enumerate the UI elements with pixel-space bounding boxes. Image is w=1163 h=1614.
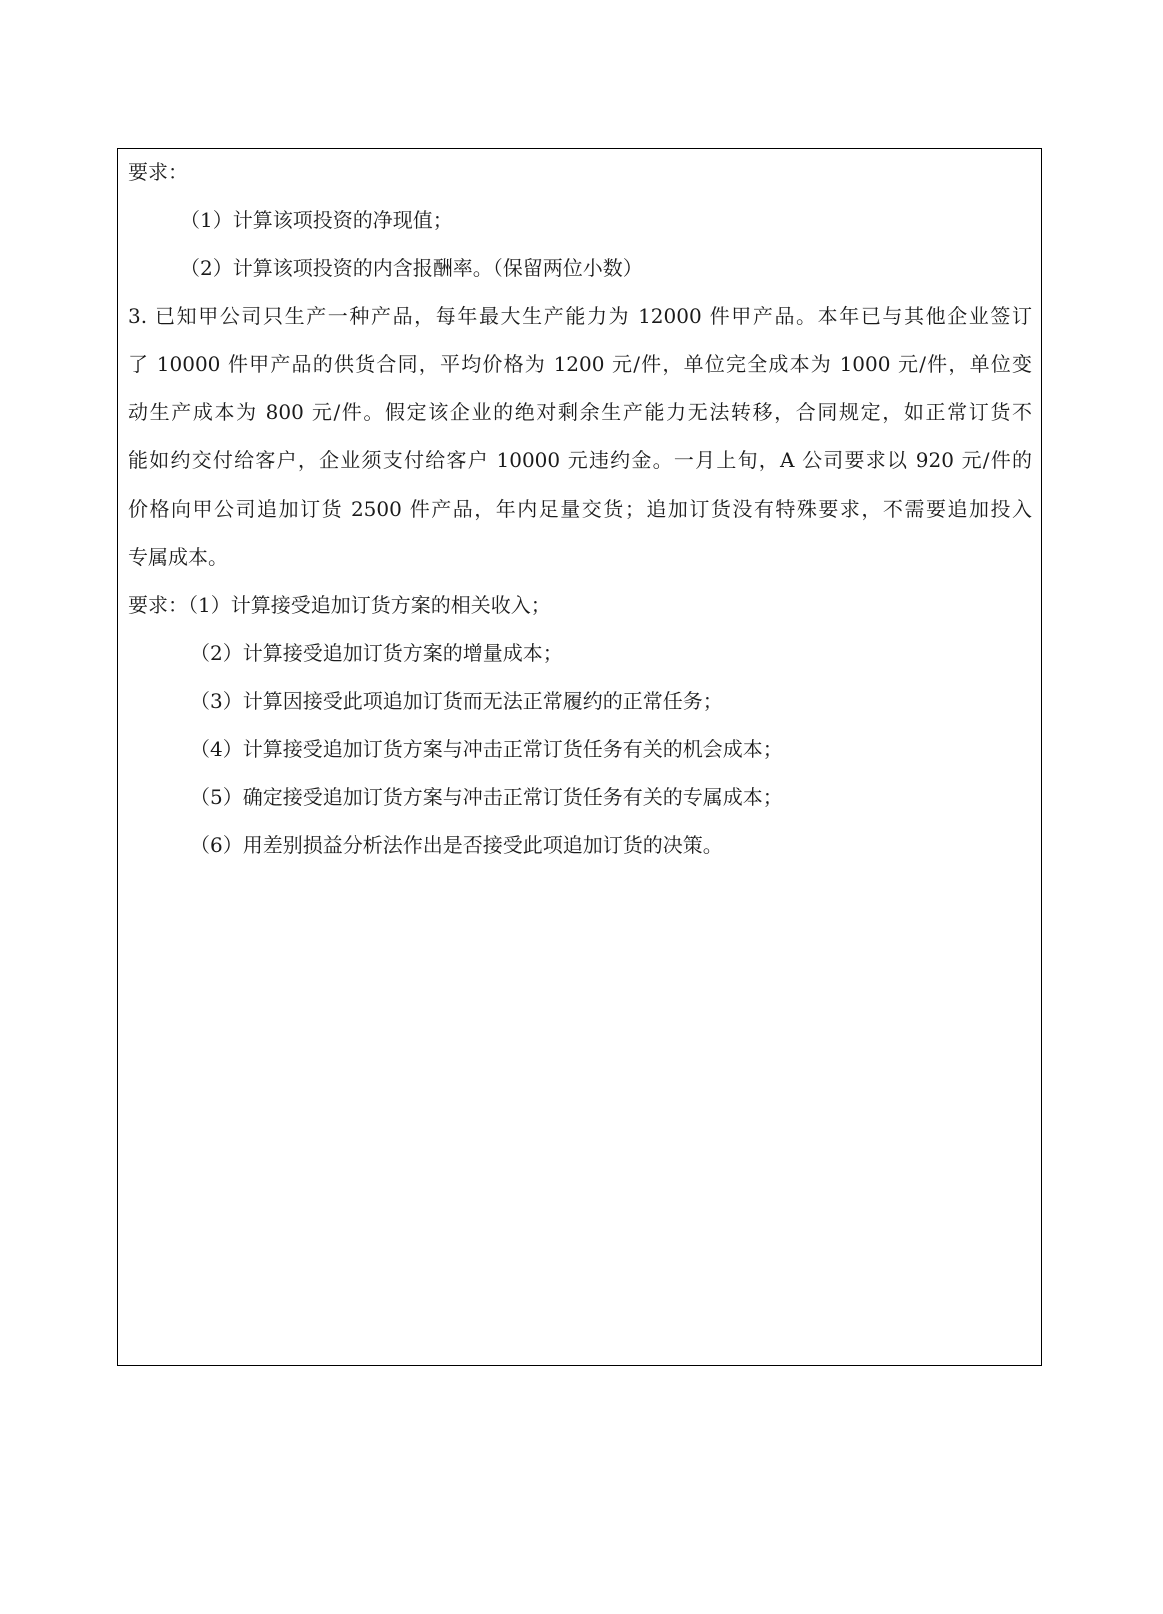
question-3-line: 动生产成本为 800 元/件。假定该企业的绝对剩余生产能力无法转移，合同规定，如正常订货不: [128, 400, 1032, 424]
requirement-item: （2）计算该项投资的内含报酬率。（保留两位小数）: [180, 256, 643, 280]
requirement-item: （6）用差别损益分析法作出是否接受此项追加订货的决策。: [190, 833, 723, 857]
question-3-line: 3. 已知甲公司只生产一种产品，每年最大生产能力为 12000 件甲产品。本年已与其他企业签订: [128, 304, 1032, 328]
requirements-heading-1: 要求：: [128, 160, 188, 184]
requirement-item: （2）计算接受追加订货方案的增量成本；: [190, 641, 563, 665]
question-3-line: 专属成本。: [128, 545, 228, 569]
requirement-item: （3）计算因接受此项追加订货而无法正常履约的正常任务；: [190, 689, 723, 713]
question-3-line: 能如约交付给客户，企业须支付给客户 10000 元违约金。一月上旬，A 公司要求以 920 元/件的: [128, 448, 1032, 472]
question-3-line: 价格向甲公司追加订货 2500 件产品，年内足量交货；追加订货没有特殊要求，不需要追加投入: [128, 497, 1032, 521]
requirement-item: （1）计算该项投资的净现值；: [180, 208, 453, 232]
requirements-heading-2: 要求：（1）计算接受追加订货方案的相关收入；: [128, 593, 551, 617]
requirement-item: （4）计算接受追加订货方案与冲击正常订货任务有关的机会成本；: [190, 737, 783, 761]
question-3-line: 了 10000 件甲产品的供货合同，平均价格为 1200 元/件，单位完全成本为 1000 元/件，单位变: [128, 352, 1032, 376]
requirement-item: （5）确定接受追加订货方案与冲击正常订货任务有关的专属成本；: [190, 785, 783, 809]
